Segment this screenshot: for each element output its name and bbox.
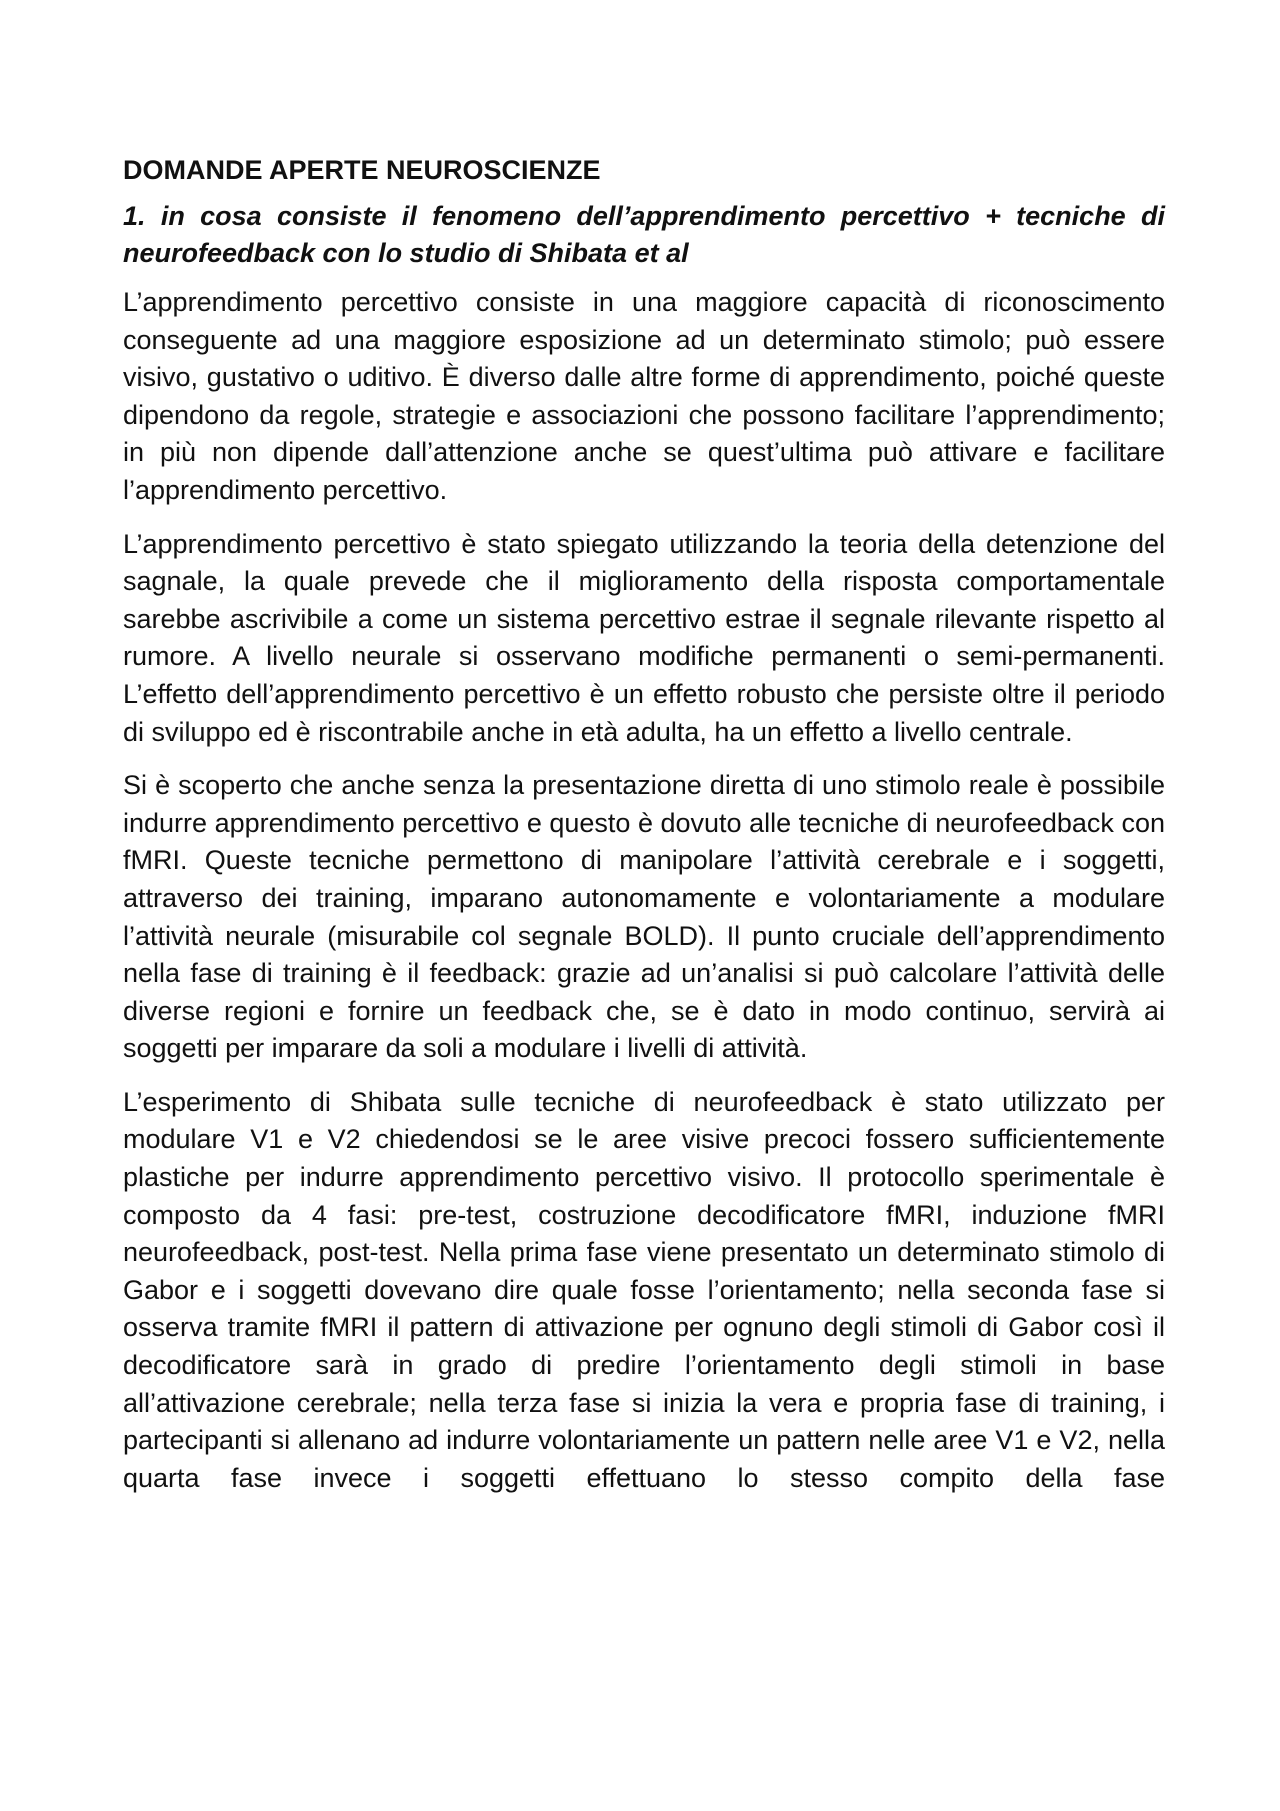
paragraph: L’apprendimento percettivo è stato spiegato utilizzando la teoria della detenzione del sagnale, la quale prevede che il miglioramento della risposta comportamentale sarebbe ascrivibile a come un sistema percettivo estrae il segnale rilevante rispetto al rumore. A livello neurale si osservano modifiche permanenti o semi-permanenti. L’effetto dell’apprendimento percettivo è un effetto robusto che persiste oltre il periodo di sviluppo ed è riscontrabile anche in età adulta, ha un effetto a livello centrale. <box>123 528 1165 747</box>
question-heading: 1. in cosa consiste il fenomeno dell’apprendimento percettivo + tecniche di neurofeedback con lo studio di Shibata et al <box>123 201 1165 268</box>
document-page <box>123 152 1165 1513</box>
paragraph: Si è scoperto che anche senza la presentazione diretta di uno stimolo reale è possibile indurre apprendimento percettivo e questo è dovuto alle tecniche di neurofeedback con fMRI. Queste tecniche permettono di manipolare l’attività cerebrale e i soggetti, attraverso dei training, imparano autonomamente e volontariamente a modulare l’attività neurale (misurabile col segnale BOLD). Il punto cruciale dell’apprendimento nella fase di training è il feedback: grazie ad un’analisi si può calcolare l’attività delle diverse regioni e fornire un feedback che, se è dato in modo continuo, servirà ai soggetti per imparare da soli a modulare i livelli di attività. <box>123 770 1165 1064</box>
document-title: DOMANDE APERTE NEUROSCIENZE <box>123 155 601 185</box>
paragraph: L’esperimento di Shibata sulle tecniche di neurofeedback è stato utilizzato per modulare V1 e V2 chiedendosi se le aree visive precoci fossero sufficientemente plastiche per indurre apprendimento percettivo visivo. Il protocollo sperimentale è composto da 4 fasi: pre-test, costruzione decodificatore fMRI, induzione fMRI neurofeedback, post-test. Nella prima fase viene presentato un determinato stimolo di Gabor e i soggetti dovevano dire quale fosse l’orientamento; nella seconda fase si osserva tramite fMRI il pattern di attivazione per ognuno degli stimoli di Gabor così il decodificatore sarà in grado di predire l’orientamento degli stimoli in base all’attivazione cerebrale; nella terza fase si inizia la vera e propria fase di training, i partecipanti si allenano ad indurre volontariamente un pattern nelle aree V1 e V2, nella quarta fase invece i soggetti effettuano lo stesso compito della fase <box>123 1086 1165 1493</box>
paragraph: L’apprendimento percettivo consiste in una maggiore capacità di riconoscimento conseguente ad una maggiore esposizione ad un determinato stimolo; può essere visivo, gustativo o uditivo. È diverso dalle altre forme di apprendimento, poiché queste dipendono da regole, strategie e associazioni che possono facilitare l’apprendimento; in più non dipende dall’attenzione anche se quest’ultima può attivare e facilitare l’apprendimento percettivo. <box>123 287 1165 505</box>
